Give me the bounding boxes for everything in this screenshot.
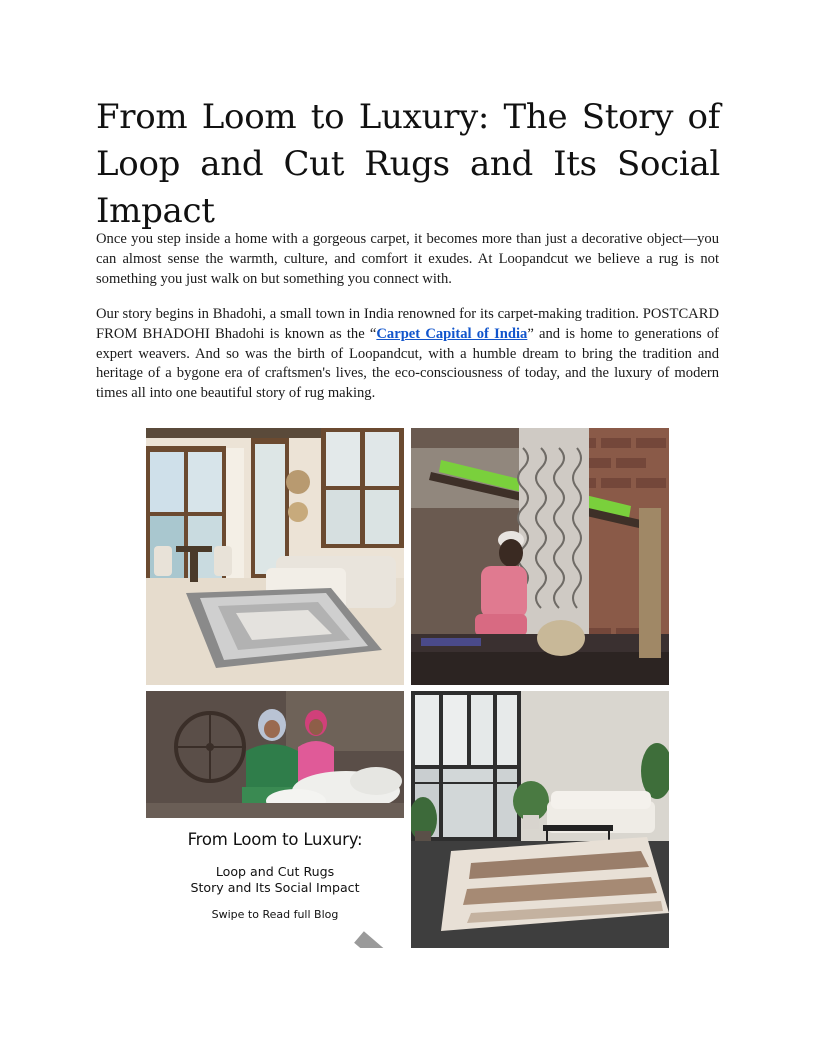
spinners-photo — [146, 691, 404, 818]
story-paragraph — [96, 305, 719, 404]
chevron-down-icon — [265, 922, 404, 948]
page-title: From Loom to Luxury: The Story of Loop and Cut Rugs and Its Social Impact — [96, 97, 720, 231]
promo-subtitle-line1: Loop and Cut Rugs — [215, 864, 335, 879]
story-text-start: Our story begins in Bhadohi, a small town in India renowned for its carpet-making tradition. POSTCARD FROM BHADOHI Bhadohi is known as the “ — [96, 306, 719, 342]
story-text-end: ” and is home to generations of expert weavers. And so was the birth of Loopandcut, with a humble dream to bring the tradition and heritage of a bygone era of craftsmen's lives, the eco-consciousness of today, and the luxury of modern times all into one beautiful story of rug making. — [96, 325, 719, 402]
blog-promo-text — [146, 818, 404, 948]
modern-room-rug-photo — [411, 691, 669, 948]
blog-promo-card — [146, 691, 404, 948]
living-room-rug-photo — [146, 428, 404, 685]
intro-paragraph: Once you step inside a home with a gorgeous carpet, it becomes more than just a decorative object—you can almost sense the warmth, culture, and comfort it exudes. At Loopandcut we believe a rug is not something you just walk on but something you connect with. — [96, 231, 719, 287]
promo-subtitle-line2: Story and Its Social Impact — [190, 880, 360, 895]
image-collage — [146, 428, 669, 948]
swipe-hint: Swipe to Read full Blog — [211, 908, 339, 921]
carpet-capital-link[interactable]: Carpet Capital of India — [376, 325, 528, 342]
weaver-at-loom-photo — [411, 428, 669, 685]
promo-title: From Loom to Luxury: — [187, 830, 363, 849]
